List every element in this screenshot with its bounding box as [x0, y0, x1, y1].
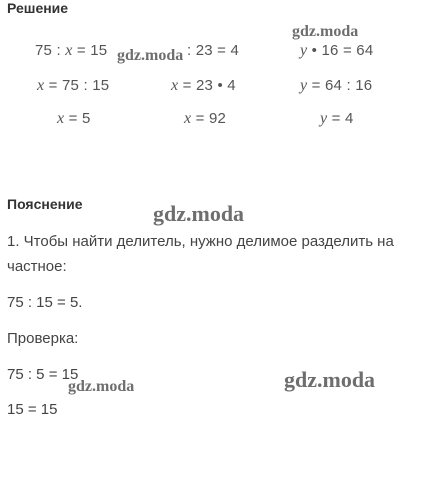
equation-col2-row3 [184, 110, 226, 128]
eq-variable: y [300, 42, 308, 59]
eq-text: : 23 = 4 [187, 42, 240, 59]
eq-variable: x [65, 42, 73, 59]
equation-col3-row1 [300, 42, 373, 60]
equation-col1-row2 [37, 77, 109, 95]
solution-heading: Решение [7, 0, 69, 16]
explanation-equation: 75 : 15 = 5. [7, 294, 83, 311]
eq-text: = 4 [327, 110, 354, 127]
watermark: gdz.moda [117, 47, 184, 64]
explanation-paragraph-line2: частное: [7, 258, 67, 275]
equation-col2-row2 [171, 77, 236, 95]
eq-variable: y [300, 77, 308, 94]
eq-text: = 64 : 16 [307, 77, 373, 94]
eq-text: = 23 • 4 [178, 77, 236, 94]
eq-text: • 16 = 64 [307, 42, 374, 59]
eq-variable: x [37, 77, 45, 94]
watermark: gdz.moda [153, 201, 245, 226]
equation-col1-row3 [57, 110, 91, 128]
eq-variable: y [320, 110, 328, 127]
eq-text: 75 : [35, 42, 66, 59]
watermark: gdz.moda [284, 367, 376, 392]
equation-col3-row2 [300, 77, 372, 95]
explanation-paragraph-line1: 1. Чтобы найти делитель, нужно делимое разделить на [7, 233, 394, 250]
watermark: gdz.moda [292, 23, 359, 40]
eq-text: = 75 : 15 [44, 77, 110, 94]
eq-variable: x [184, 110, 192, 127]
watermark: gdz.moda [68, 378, 135, 395]
check-equation-1: 75 : 5 = 15 [7, 366, 79, 383]
eq-variable: x [57, 110, 65, 127]
check-label: Проверка: [7, 330, 79, 347]
eq-text: = 5 [64, 110, 91, 127]
equation-col2-row1 [187, 42, 239, 59]
eq-variable: x [171, 77, 179, 94]
explanation-heading: Пояснение [7, 196, 83, 212]
eq-text: = 15 [72, 42, 108, 59]
equation-col3-row3 [320, 110, 354, 128]
check-equation-2: 15 = 15 [7, 401, 58, 418]
equation-col1-row1 [35, 42, 107, 60]
eq-text: = 92 [191, 110, 227, 127]
